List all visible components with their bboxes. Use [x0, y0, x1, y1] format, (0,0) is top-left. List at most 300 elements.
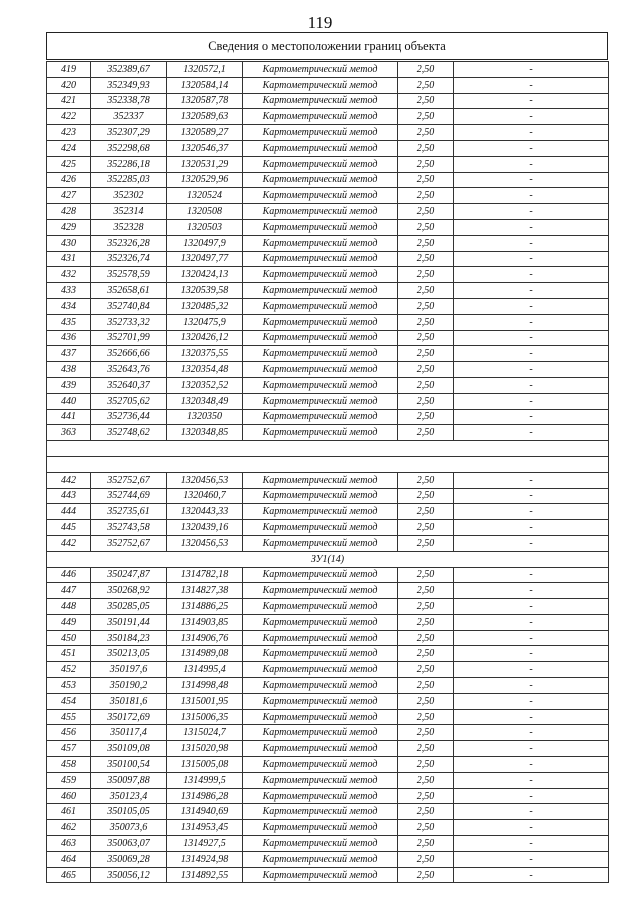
- point-number-cell: 449: [47, 614, 91, 630]
- blank-row: [47, 456, 609, 472]
- point-number-cell: 443: [47, 488, 91, 504]
- y-coordinate-cell: 1320426,12: [167, 330, 243, 346]
- x-coordinate-cell: 352307,29: [91, 125, 167, 141]
- table-row: [47, 346, 609, 362]
- accuracy-cell: 2,50: [398, 93, 454, 109]
- accuracy-cell: 2,50: [398, 425, 454, 441]
- point-number-cell: 461: [47, 804, 91, 820]
- point-number-cell: 435: [47, 314, 91, 330]
- table-row: [47, 109, 609, 125]
- x-coordinate-cell: 352743,58: [91, 520, 167, 536]
- description-cell: -: [454, 678, 609, 694]
- x-coordinate-cell: 350056,12: [91, 867, 167, 883]
- y-coordinate-cell: 1314924,98: [167, 851, 243, 867]
- point-number-cell: 447: [47, 583, 91, 599]
- y-coordinate-cell: 1320354,48: [167, 362, 243, 378]
- accuracy-cell: 2,50: [398, 757, 454, 773]
- y-coordinate-cell: 1320587,78: [167, 93, 243, 109]
- accuracy-cell: 2,50: [398, 630, 454, 646]
- y-coordinate-cell: 1320589,63: [167, 109, 243, 125]
- table-row: [47, 204, 609, 220]
- accuracy-cell: 2,50: [398, 298, 454, 314]
- method-cell: Картометрический метод: [243, 583, 398, 599]
- accuracy-cell: 2,50: [398, 62, 454, 78]
- method-cell: Картометрический метод: [243, 614, 398, 630]
- table-row: [47, 757, 609, 773]
- point-number-cell: 428: [47, 204, 91, 220]
- y-coordinate-cell: 1314940,69: [167, 804, 243, 820]
- y-coordinate-cell: 1314886,25: [167, 599, 243, 615]
- description-cell: -: [454, 172, 609, 188]
- description-cell: -: [454, 298, 609, 314]
- description-cell: -: [454, 646, 609, 662]
- description-cell: -: [454, 156, 609, 172]
- method-cell: Картометрический метод: [243, 393, 398, 409]
- point-number-cell: 439: [47, 377, 91, 393]
- accuracy-cell: 2,50: [398, 567, 454, 583]
- table-row: [47, 693, 609, 709]
- accuracy-cell: 2,50: [398, 235, 454, 251]
- x-coordinate-cell: 350197,6: [91, 662, 167, 678]
- table-row: [47, 172, 609, 188]
- accuracy-cell: 2,50: [398, 362, 454, 378]
- accuracy-cell: 2,50: [398, 741, 454, 757]
- description-cell: -: [454, 757, 609, 773]
- point-number-cell: 462: [47, 820, 91, 836]
- description-cell: -: [454, 314, 609, 330]
- method-cell: Картометрический метод: [243, 377, 398, 393]
- method-cell: Картометрический метод: [243, 251, 398, 267]
- y-coordinate-cell: 1314827,38: [167, 583, 243, 599]
- accuracy-cell: 2,50: [398, 504, 454, 520]
- point-number-cell: 450: [47, 630, 91, 646]
- method-cell: Картометрический метод: [243, 867, 398, 883]
- accuracy-cell: 2,50: [398, 614, 454, 630]
- table-row: [47, 630, 609, 646]
- method-cell: Картометрический метод: [243, 156, 398, 172]
- method-cell: Картометрический метод: [243, 125, 398, 141]
- point-number-cell: 425: [47, 156, 91, 172]
- description-cell: -: [454, 709, 609, 725]
- coordinates-table: [46, 61, 609, 883]
- point-number-cell: 444: [47, 504, 91, 520]
- description-cell: -: [454, 140, 609, 156]
- x-coordinate-cell: 350213,05: [91, 646, 167, 662]
- table-row: [47, 330, 609, 346]
- y-coordinate-cell: 1314782,18: [167, 567, 243, 583]
- y-coordinate-cell: 1320539,58: [167, 283, 243, 299]
- method-cell: Картометрический метод: [243, 298, 398, 314]
- point-number-cell: 456: [47, 725, 91, 741]
- y-coordinate-cell: 1320529,96: [167, 172, 243, 188]
- accuracy-cell: 2,50: [398, 488, 454, 504]
- method-cell: Картометрический метод: [243, 820, 398, 836]
- accuracy-cell: 2,50: [398, 377, 454, 393]
- accuracy-cell: 2,50: [398, 409, 454, 425]
- description-cell: -: [454, 93, 609, 109]
- method-cell: Картометрический метод: [243, 188, 398, 204]
- table-row: [47, 851, 609, 867]
- x-coordinate-cell: 350117,4: [91, 725, 167, 741]
- table-row: [47, 836, 609, 852]
- point-number-cell: 427: [47, 188, 91, 204]
- y-coordinate-cell: 1320524: [167, 188, 243, 204]
- method-cell: Картометрический метод: [243, 77, 398, 93]
- accuracy-cell: 2,50: [398, 709, 454, 725]
- accuracy-cell: 2,50: [398, 140, 454, 156]
- accuracy-cell: 2,50: [398, 251, 454, 267]
- point-number-cell: 452: [47, 662, 91, 678]
- accuracy-cell: 2,50: [398, 393, 454, 409]
- point-number-cell: 440: [47, 393, 91, 409]
- method-cell: Картометрический метод: [243, 172, 398, 188]
- y-coordinate-cell: 1320531,29: [167, 156, 243, 172]
- point-number-cell: 455: [47, 709, 91, 725]
- accuracy-cell: 2,50: [398, 820, 454, 836]
- y-coordinate-cell: 1320375,55: [167, 346, 243, 362]
- point-number-cell: 464: [47, 851, 91, 867]
- accuracy-cell: 2,50: [398, 599, 454, 615]
- y-coordinate-cell: 1314999,5: [167, 772, 243, 788]
- table-row: [47, 535, 609, 551]
- x-coordinate-cell: 352705,62: [91, 393, 167, 409]
- x-coordinate-cell: 352643,76: [91, 362, 167, 378]
- y-coordinate-cell: 1320475,9: [167, 314, 243, 330]
- accuracy-cell: 2,50: [398, 314, 454, 330]
- y-coordinate-cell: 1320572,1: [167, 62, 243, 78]
- method-cell: Картометрический метод: [243, 362, 398, 378]
- y-coordinate-cell: 1320439,16: [167, 520, 243, 536]
- method-cell: Картометрический метод: [243, 472, 398, 488]
- description-cell: -: [454, 725, 609, 741]
- method-cell: Картометрический метод: [243, 535, 398, 551]
- method-cell: Картометрический метод: [243, 409, 398, 425]
- section-row: [47, 551, 609, 567]
- description-cell: -: [454, 425, 609, 441]
- description-cell: -: [454, 520, 609, 536]
- description-cell: -: [454, 820, 609, 836]
- y-coordinate-cell: 1314927,5: [167, 836, 243, 852]
- accuracy-cell: 2,50: [398, 520, 454, 536]
- blank-cell: [47, 456, 609, 472]
- table-row: [47, 251, 609, 267]
- description-cell: -: [454, 741, 609, 757]
- y-coordinate-cell: 1320546,37: [167, 140, 243, 156]
- method-cell: Картометрический метод: [243, 678, 398, 694]
- x-coordinate-cell: 352314: [91, 204, 167, 220]
- method-cell: Картометрический метод: [243, 504, 398, 520]
- description-cell: -: [454, 283, 609, 299]
- point-number-cell: 454: [47, 693, 91, 709]
- accuracy-cell: 2,50: [398, 219, 454, 235]
- table-row: [47, 788, 609, 804]
- accuracy-cell: 2,50: [398, 330, 454, 346]
- x-coordinate-cell: 350097,88: [91, 772, 167, 788]
- table-row: [47, 709, 609, 725]
- y-coordinate-cell: 1314986,28: [167, 788, 243, 804]
- method-cell: Картометрический метод: [243, 804, 398, 820]
- x-coordinate-cell: 352744,69: [91, 488, 167, 504]
- x-coordinate-cell: 352735,61: [91, 504, 167, 520]
- table-row: [47, 235, 609, 251]
- y-coordinate-cell: 1320503: [167, 219, 243, 235]
- method-cell: Картометрический метод: [243, 662, 398, 678]
- x-coordinate-cell: 352349,93: [91, 77, 167, 93]
- method-cell: Картометрический метод: [243, 567, 398, 583]
- accuracy-cell: 2,50: [398, 346, 454, 362]
- x-coordinate-cell: 350191,44: [91, 614, 167, 630]
- table-row: [47, 772, 609, 788]
- accuracy-cell: 2,50: [398, 678, 454, 694]
- y-coordinate-cell: 1314903,85: [167, 614, 243, 630]
- table-row: [47, 77, 609, 93]
- point-number-cell: 436: [47, 330, 91, 346]
- accuracy-cell: 2,50: [398, 188, 454, 204]
- point-number-cell: 460: [47, 788, 91, 804]
- table-row: [47, 125, 609, 141]
- x-coordinate-cell: 352640,37: [91, 377, 167, 393]
- description-cell: -: [454, 409, 609, 425]
- description-cell: -: [454, 377, 609, 393]
- x-coordinate-cell: 350268,92: [91, 583, 167, 599]
- point-number-cell: 419: [47, 62, 91, 78]
- table-row: [47, 820, 609, 836]
- x-coordinate-cell: 350105,05: [91, 804, 167, 820]
- y-coordinate-cell: 1314995,4: [167, 662, 243, 678]
- point-number-cell: 445: [47, 520, 91, 536]
- description-cell: -: [454, 535, 609, 551]
- table-row: [47, 362, 609, 378]
- point-number-cell: 432: [47, 267, 91, 283]
- accuracy-cell: 2,50: [398, 267, 454, 283]
- table-row: [47, 425, 609, 441]
- y-coordinate-cell: 1320584,14: [167, 77, 243, 93]
- accuracy-cell: 2,50: [398, 125, 454, 141]
- description-cell: -: [454, 393, 609, 409]
- method-cell: Картометрический метод: [243, 346, 398, 362]
- accuracy-cell: 2,50: [398, 109, 454, 125]
- description-cell: -: [454, 62, 609, 78]
- point-number-cell: 421: [47, 93, 91, 109]
- x-coordinate-cell: 352338,78: [91, 93, 167, 109]
- x-coordinate-cell: 352736,44: [91, 409, 167, 425]
- x-coordinate-cell: 350109,08: [91, 741, 167, 757]
- accuracy-cell: 2,50: [398, 804, 454, 820]
- description-cell: -: [454, 488, 609, 504]
- x-coordinate-cell: 352752,67: [91, 535, 167, 551]
- table-row: [47, 804, 609, 820]
- y-coordinate-cell: 1320485,32: [167, 298, 243, 314]
- accuracy-cell: 2,50: [398, 172, 454, 188]
- method-cell: Картометрический метод: [243, 757, 398, 773]
- table-row: [47, 219, 609, 235]
- description-cell: -: [454, 836, 609, 852]
- x-coordinate-cell: 352328: [91, 219, 167, 235]
- y-coordinate-cell: 1315001,95: [167, 693, 243, 709]
- method-cell: Картометрический метод: [243, 140, 398, 156]
- y-coordinate-cell: 1320460,7: [167, 488, 243, 504]
- accuracy-cell: 2,50: [398, 788, 454, 804]
- table-row: [47, 314, 609, 330]
- method-cell: Картометрический метод: [243, 235, 398, 251]
- point-number-cell: 433: [47, 283, 91, 299]
- description-cell: -: [454, 251, 609, 267]
- table-row: [47, 140, 609, 156]
- description-cell: -: [454, 804, 609, 820]
- x-coordinate-cell: 350190,2: [91, 678, 167, 694]
- y-coordinate-cell: 1315006,35: [167, 709, 243, 725]
- point-number-cell: 463: [47, 836, 91, 852]
- method-cell: Картометрический метод: [243, 109, 398, 125]
- method-cell: Картометрический метод: [243, 488, 398, 504]
- x-coordinate-cell: 350181,6: [91, 693, 167, 709]
- table-title: Сведения о местоположении границ объекта: [46, 32, 608, 60]
- table-row: [47, 867, 609, 883]
- point-number-cell: 426: [47, 172, 91, 188]
- point-number-cell: 442: [47, 535, 91, 551]
- description-cell: -: [454, 219, 609, 235]
- x-coordinate-cell: 352752,67: [91, 472, 167, 488]
- y-coordinate-cell: 1320352,52: [167, 377, 243, 393]
- x-coordinate-cell: 350172,69: [91, 709, 167, 725]
- table-row: [47, 583, 609, 599]
- boundary-sheet: [46, 32, 608, 883]
- point-number-cell: 424: [47, 140, 91, 156]
- method-cell: Картометрический метод: [243, 646, 398, 662]
- point-number-cell: 434: [47, 298, 91, 314]
- method-cell: Картометрический метод: [243, 741, 398, 757]
- x-coordinate-cell: 352326,28: [91, 235, 167, 251]
- accuracy-cell: 2,50: [398, 646, 454, 662]
- method-cell: Картометрический метод: [243, 630, 398, 646]
- description-cell: -: [454, 788, 609, 804]
- table-row: [47, 377, 609, 393]
- x-coordinate-cell: 350247,87: [91, 567, 167, 583]
- y-coordinate-cell: 1314906,76: [167, 630, 243, 646]
- x-coordinate-cell: 352326,74: [91, 251, 167, 267]
- section-label-cell: ЗУ1(14): [47, 551, 609, 567]
- table-row: [47, 646, 609, 662]
- accuracy-cell: 2,50: [398, 725, 454, 741]
- table-row: [47, 614, 609, 630]
- x-coordinate-cell: 352748,62: [91, 425, 167, 441]
- accuracy-cell: 2,50: [398, 535, 454, 551]
- method-cell: Картометрический метод: [243, 283, 398, 299]
- point-number-cell: 459: [47, 772, 91, 788]
- method-cell: Картометрический метод: [243, 772, 398, 788]
- method-cell: Картометрический метод: [243, 62, 398, 78]
- y-coordinate-cell: 1320589,27: [167, 125, 243, 141]
- x-coordinate-cell: 352337: [91, 109, 167, 125]
- point-number-cell: 451: [47, 646, 91, 662]
- table-row: [47, 678, 609, 694]
- blank-row: [47, 441, 609, 457]
- description-cell: -: [454, 235, 609, 251]
- x-coordinate-cell: 350073,6: [91, 820, 167, 836]
- description-cell: -: [454, 330, 609, 346]
- accuracy-cell: 2,50: [398, 693, 454, 709]
- x-coordinate-cell: 352578,59: [91, 267, 167, 283]
- table-row: [47, 62, 609, 78]
- table-row: [47, 267, 609, 283]
- table-row: [47, 393, 609, 409]
- description-cell: -: [454, 867, 609, 883]
- accuracy-cell: 2,50: [398, 156, 454, 172]
- description-cell: -: [454, 267, 609, 283]
- method-cell: Картометрический метод: [243, 709, 398, 725]
- x-coordinate-cell: 350100,54: [91, 757, 167, 773]
- y-coordinate-cell: 1320424,13: [167, 267, 243, 283]
- description-cell: -: [454, 693, 609, 709]
- method-cell: Картометрический метод: [243, 267, 398, 283]
- table-row: [47, 93, 609, 109]
- point-number-cell: 420: [47, 77, 91, 93]
- description-cell: -: [454, 567, 609, 583]
- y-coordinate-cell: 1320456,53: [167, 535, 243, 551]
- accuracy-cell: 2,50: [398, 851, 454, 867]
- accuracy-cell: 2,50: [398, 283, 454, 299]
- y-coordinate-cell: 1314989,08: [167, 646, 243, 662]
- description-cell: -: [454, 346, 609, 362]
- x-coordinate-cell: 352658,61: [91, 283, 167, 299]
- point-number-cell: 422: [47, 109, 91, 125]
- description-cell: -: [454, 204, 609, 220]
- method-cell: Картометрический метод: [243, 93, 398, 109]
- y-coordinate-cell: 1320456,53: [167, 472, 243, 488]
- table-row: [47, 156, 609, 172]
- x-coordinate-cell: 352389,67: [91, 62, 167, 78]
- point-number-cell: 363: [47, 425, 91, 441]
- x-coordinate-cell: 350285,05: [91, 599, 167, 615]
- blank-cell: [47, 441, 609, 457]
- table-row: [47, 472, 609, 488]
- point-number-cell: 441: [47, 409, 91, 425]
- accuracy-cell: 2,50: [398, 867, 454, 883]
- point-number-cell: 457: [47, 741, 91, 757]
- method-cell: Картометрический метод: [243, 836, 398, 852]
- x-coordinate-cell: 350063,07: [91, 836, 167, 852]
- accuracy-cell: 2,50: [398, 772, 454, 788]
- table-row: [47, 741, 609, 757]
- description-cell: -: [454, 630, 609, 646]
- description-cell: -: [454, 662, 609, 678]
- point-number-cell: 446: [47, 567, 91, 583]
- method-cell: Картометрический метод: [243, 788, 398, 804]
- table-row: [47, 504, 609, 520]
- y-coordinate-cell: 1320348,85: [167, 425, 243, 441]
- table-row: [47, 725, 609, 741]
- point-number-cell: 430: [47, 235, 91, 251]
- method-cell: Картометрический метод: [243, 425, 398, 441]
- description-cell: -: [454, 362, 609, 378]
- table-row: [47, 188, 609, 204]
- y-coordinate-cell: 1320350: [167, 409, 243, 425]
- point-number-cell: 423: [47, 125, 91, 141]
- x-coordinate-cell: 352666,66: [91, 346, 167, 362]
- x-coordinate-cell: 352302: [91, 188, 167, 204]
- point-number-cell: 438: [47, 362, 91, 378]
- x-coordinate-cell: 350184,23: [91, 630, 167, 646]
- table-row: [47, 298, 609, 314]
- y-coordinate-cell: 1315005,08: [167, 757, 243, 773]
- x-coordinate-cell: 352733,32: [91, 314, 167, 330]
- x-coordinate-cell: 350123,4: [91, 788, 167, 804]
- y-coordinate-cell: 1314953,45: [167, 820, 243, 836]
- method-cell: Картометрический метод: [243, 693, 398, 709]
- page-number: 119: [307, 13, 333, 32]
- point-number-cell: 437: [47, 346, 91, 362]
- accuracy-cell: 2,50: [398, 77, 454, 93]
